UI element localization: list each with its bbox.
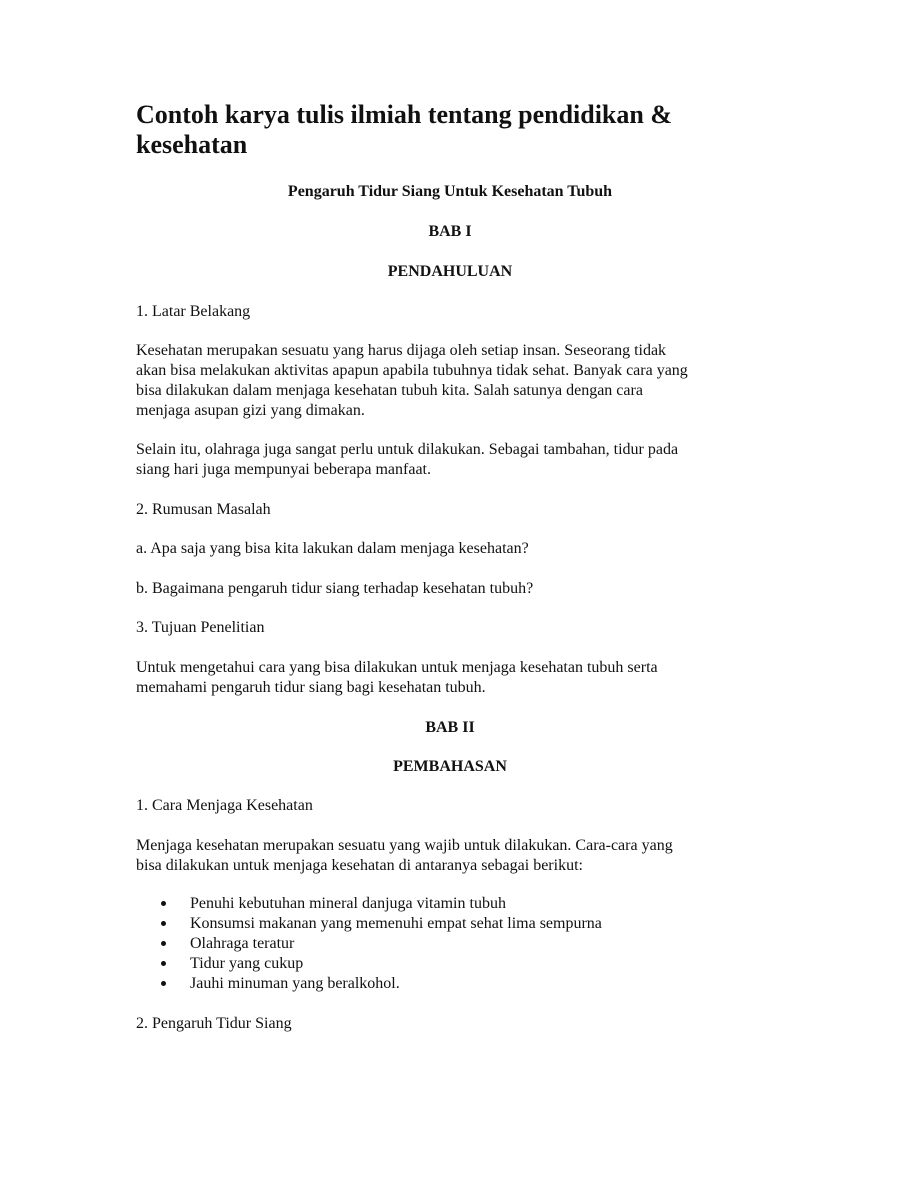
list-item bbox=[136, 974, 776, 994]
paragraph-line: bisa dilakukan untuk menjaga kesehatan di antaranya sebagai berikut: bbox=[136, 857, 583, 874]
bab1-heading: PENDAHULUAN bbox=[387, 263, 513, 280]
list-item-text: Penuhi kebutuhan mineral danjuga vitamin tubuh bbox=[190, 895, 506, 912]
tujuan-penelitian-heading: 3. Tujuan Penelitian bbox=[136, 619, 265, 636]
bullet-icon bbox=[161, 961, 166, 966]
rumusan-masalah-item-b: b. Bagaimana pengaruh tidur siang terhadap kesehatan tubuh? bbox=[136, 580, 534, 597]
cara-menjaga-heading: 1. Cara Menjaga Kesehatan bbox=[136, 797, 313, 814]
paragraph-line: bisa dilakukan dalam menjaga kesehatan tubuh kita. Salah satunya dengan cara bbox=[136, 382, 643, 399]
paragraph-line: siang hari juga mempunyai beberapa manfaat. bbox=[136, 461, 431, 478]
bullet-icon bbox=[161, 901, 166, 906]
list-item bbox=[136, 934, 776, 954]
paragraph-line: menjaga asupan gizi yang dimakan. bbox=[136, 402, 365, 419]
cara-menjaga-bullet-list bbox=[136, 894, 776, 994]
latar-belakang-paragraph-2 bbox=[136, 440, 776, 480]
bab2-label: BAB II bbox=[425, 719, 475, 736]
pengaruh-tidur-heading: 2. Pengaruh Tidur Siang bbox=[136, 1015, 292, 1032]
latar-belakang-paragraph-1 bbox=[136, 341, 776, 421]
paragraph-line: akan bisa melakukan aktivitas apapun apabila tubuhnya tidak sehat. Banyak cara yang bbox=[136, 362, 688, 379]
bullet-icon bbox=[161, 941, 166, 946]
document-title: Contoh karya tulis ilmiah tentang pendidikan & kesehatan bbox=[136, 100, 673, 159]
cara-menjaga-paragraph bbox=[136, 836, 776, 876]
tujuan-penelitian-paragraph bbox=[136, 658, 776, 698]
paragraph-line: memahami pengaruh tidur siang bagi kesehatan tubuh. bbox=[136, 679, 486, 696]
bab1-label: BAB I bbox=[428, 223, 472, 240]
list-item-text: Olahraga teratur bbox=[190, 935, 295, 952]
list-item bbox=[136, 894, 776, 914]
paragraph-line: Kesehatan merupakan sesuatu yang harus dijaga oleh setiap insan. Seseorang tidak bbox=[136, 342, 667, 359]
rumusan-masalah-item-a: a. Apa saja yang bisa kita lakukan dalam menjaga kesehatan? bbox=[136, 540, 529, 557]
bullet-icon bbox=[161, 981, 166, 986]
list-item bbox=[136, 914, 776, 934]
list-item-text: Tidur yang cukup bbox=[190, 955, 304, 972]
paragraph-line: Untuk mengetahui cara yang bisa dilakukan untuk menjaga kesehatan tubuh serta bbox=[136, 659, 658, 676]
bullet-icon bbox=[161, 921, 166, 926]
document-subtitle: Pengaruh Tidur Siang Untuk Kesehatan Tubuh bbox=[287, 183, 613, 200]
paragraph-line: Menjaga kesehatan merupakan sesuatu yang wajib untuk dilakukan. Cara-cara yang bbox=[136, 837, 673, 854]
list-item-text: Konsumsi makanan yang memenuhi empat sehat lima sempurna bbox=[190, 915, 602, 932]
rumusan-masalah-heading: 2. Rumusan Masalah bbox=[136, 501, 271, 518]
list-item bbox=[136, 954, 776, 974]
list-item-text: Jauhi minuman yang beralkohol. bbox=[190, 975, 400, 992]
latar-belakang-heading: 1. Latar Belakang bbox=[136, 303, 251, 320]
paragraph-line: Selain itu, olahraga juga sangat perlu untuk dilakukan. Sebagai tambahan, tidur pada bbox=[136, 441, 679, 458]
bab2-heading: PEMBAHASAN bbox=[393, 758, 507, 775]
